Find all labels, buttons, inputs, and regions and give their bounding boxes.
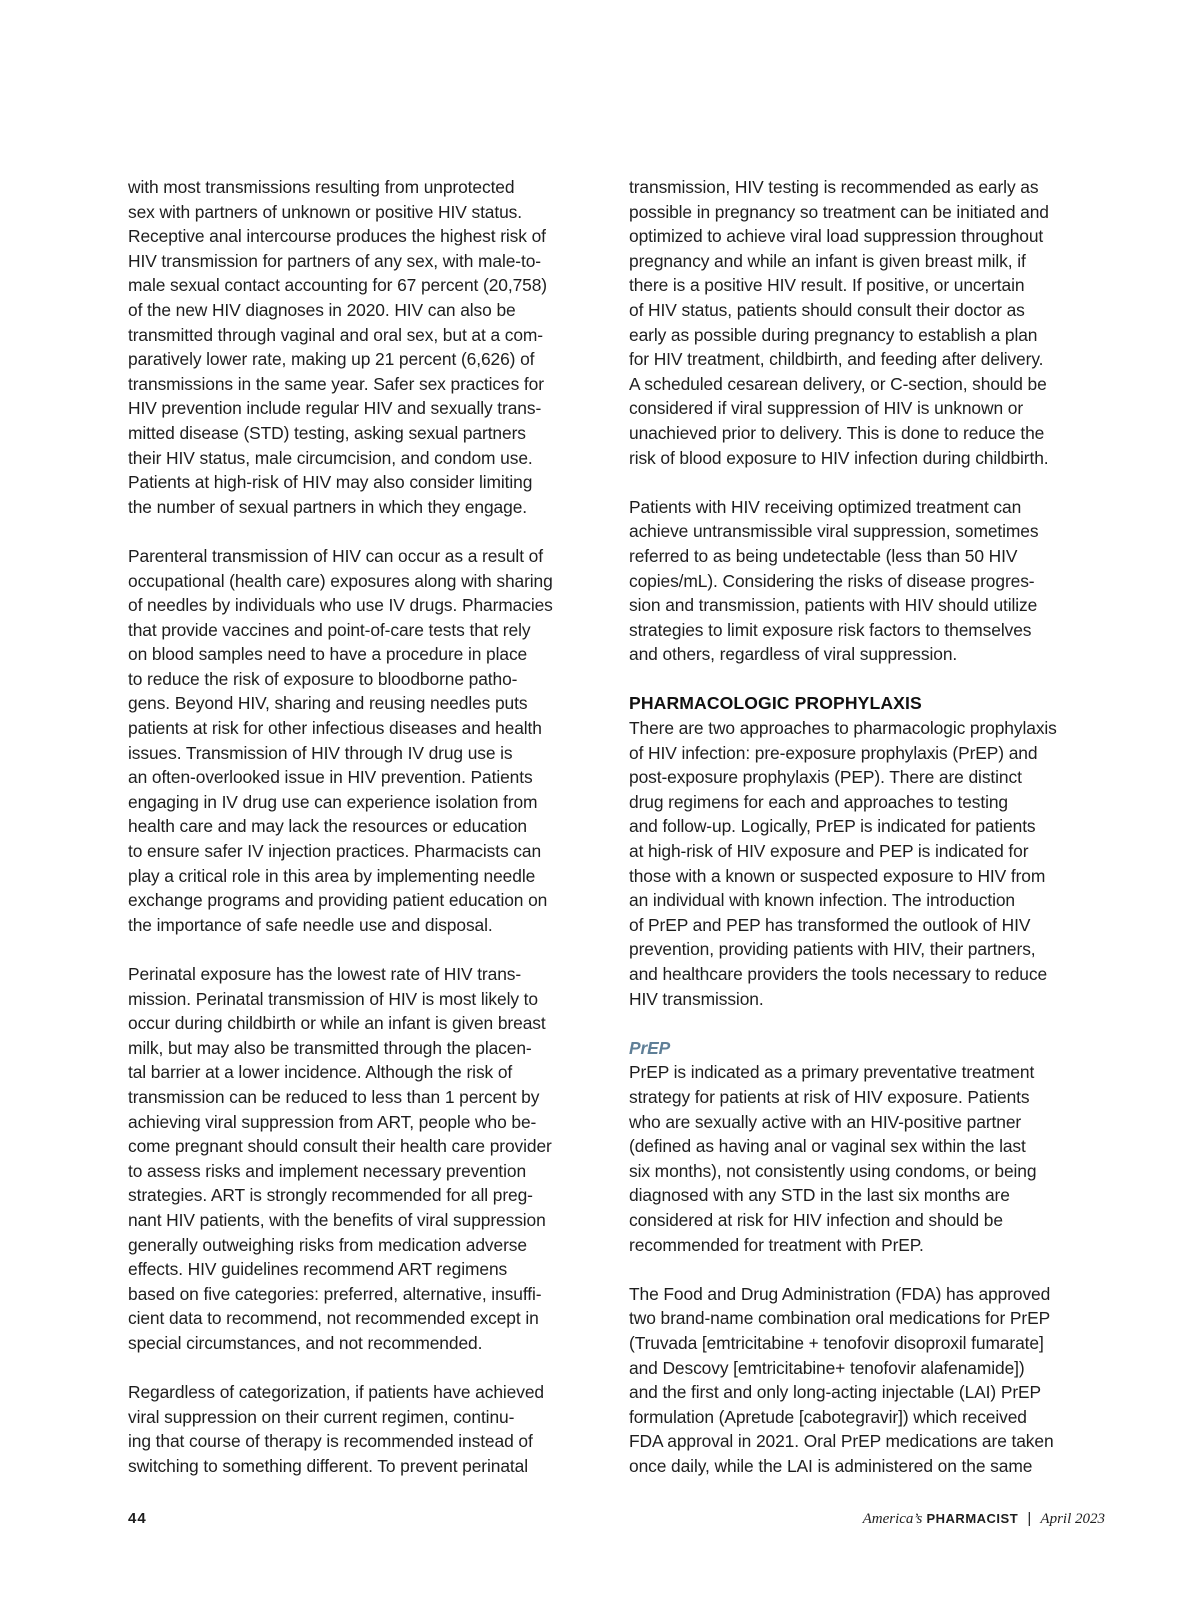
paragraph-perinatal-exposure: Perinatal exposure has the lowest rate of HIV trans- mission. Perinatal transmission of HIV is most likely to occur during childbirth or while an infant is given breast milk, but may also be transmitted through the placen- tal barrier at a lower incidence. Although the risk of transmission can be reduced to less than 1 percent by achieving viral suppression from ART, people who be- come pregnant should consult their health care provider to assess risks and implement necessary prevention strategies. ART is strongly recommended for all preg- nant HIV patients, with the benefits of viral suppression generally outweighing risks from medication adverse effects. HIV guidelines recommend ART regimens based on five categories: preferred, alternative, insuffi- cient data to recommend, not recommended except in special circumstances, and not recommended. [128, 964, 552, 1353]
masthead-brand: PHARMACIST [926, 1511, 1019, 1526]
paragraph-sexual-transmission: with most transmissions resulting from unprotected sex with partners of unknown or positive HIV status. Receptive anal intercourse produces the highest risk of HIV transmission for partners of any sex, with male-to- male sexual contact accounting for 67 percent (20,758) of the new HIV diagnoses in 2020. HIV can also be transmitted through vaginal and oral sex, but at a com- paratively lower rate, making up 21 percent (6,626) of transmissions in the same year. Safer sex practices for HIV prevention include regular HIV and sexually trans- mitted disease (STD) testing, asking sexual partners their HIV status, male circumcision, and condom use. Patients at high-risk of HIV may also consider limiting the number of sexual partners in which they engage. [128, 177, 547, 517]
paragraph-viral-suppression: Patients with HIV receiving optimized treatment can achieve untransmissible viral suppression, sometimes referred to as being undetectable (less than 50 HIV copies/mL). Considering the risks of disease progres- sion and transmission, patients with HIV should utilize strategies to limit exposure risk factors to themselves and others, regardless of viral suppression. [629, 496, 1039, 665]
section-heading-pharmacologic-prophylaxis: PHARMACOLOGIC PROPHYLAXIS [629, 693, 922, 714]
paragraph-fda-approvals: The Food and Drug Administration (FDA) has approved two brand-name combination oral medications for PrEP (Truvada [emtricitabine + tenofovir disoproxil fumarate] and Descovy [emtricitabine+ tenofovir alafenamide]) and the first and only long-acting injectable (LAI) PrEP formulation (Apretude [cabotegravir]) which received FDA approval in 2021. Oral PrEP medications are taken once daily, while the LAI is administered on the same [629, 1283, 1054, 1476]
masthead-separator: | [1027, 1510, 1032, 1527]
issue-date: April 2023 [1040, 1511, 1105, 1527]
paragraph-perinatal-testing: transmission, HIV testing is recommended as early as possible in pregnancy so treatment can be initiated and optimized to achieve viral load suppression throughout pregnancy and while an infant is given breast milk, if there is a positive HIV result. If positive, or uncertain of HIV status, patients should consult their doctor as early as possible during pregnancy to establish a plan for HIV treatment, childbirth, and feeding after delivery. A scheduled cesarean delivery, or C-section, should be considered if viral suppression of HIV is unknown or unachieved prior to delivery. This is done to reduce the risk of blood exposure to HIV infection during childbirth. [629, 177, 1049, 468]
paragraph-prophylaxis-approaches: There are two approaches to pharmacologic prophylaxis of HIV infection: pre-exposure prophylaxis (PrEP) and post-exposure prophylaxis (PEP). There are distinct drug regimens for each and approaches to testing and follow-up. Logically, PrEP is indicated for patients at high-risk of HIV exposure and PEP is indicated for those with a known or suspected exposure to HIV from an individual with known infection. The introduction of PrEP and PEP has transformed the outlook of HIV prevention, providing patients with HIV, their partners, and healthcare providers the tools necessary to reduce HIV transmission. [629, 718, 1057, 1009]
masthead-publication: America’s [862, 1511, 923, 1527]
page-footer [128, 1510, 1105, 1534]
subheading-prep: PrEP [629, 1037, 671, 1058]
right-column [629, 175, 1119, 1478]
paragraph-regimen-continuation: Regardless of categorization, if patients have achieved viral suppression on their current regimen, continu- ing that course of therapy is recommended instead of switching to something different. To prevent perinatal [128, 1382, 544, 1476]
left-column [128, 175, 613, 1478]
masthead [863, 1510, 1105, 1528]
page-number: 44 [128, 1510, 147, 1527]
paragraph-parenteral-transmission: Parenteral transmission of HIV can occur as a result of occupational (health care) exposures along with sharing of needles by individuals who use IV drugs. Pharmacies that provide vaccines and point-of-care tests that rely on blood samples need to have a procedure in place to reduce the risk of exposure to bloodborne patho- gens. Beyond HIV, sharing and reusing needles puts patients at risk for other infectious diseases and health issues. Transmission of HIV through IV drug use is an often-overlooked issue in HIV prevention. Patients engaging in IV drug use can experience isolation from health care and may lack the resources or education to ensure safer IV injection practices. Pharmacists can play a critical role in this area by implementing needle exchange programs and providing patient education on the importance of safe needle use and disposal. [128, 545, 553, 935]
paragraph-prep-indication: PrEP is indicated as a primary preventative treatment strategy for patients at risk of HIV exposure. Patients who are sexually active with an HIV-positive partner (defined as having anal or vaginal sex within the last six months), not consistently using condoms, or being diagnosed with any STD in the last six months are considered at risk for HIV infection and should be recommended for treatment with PrEP. [629, 1062, 1037, 1255]
